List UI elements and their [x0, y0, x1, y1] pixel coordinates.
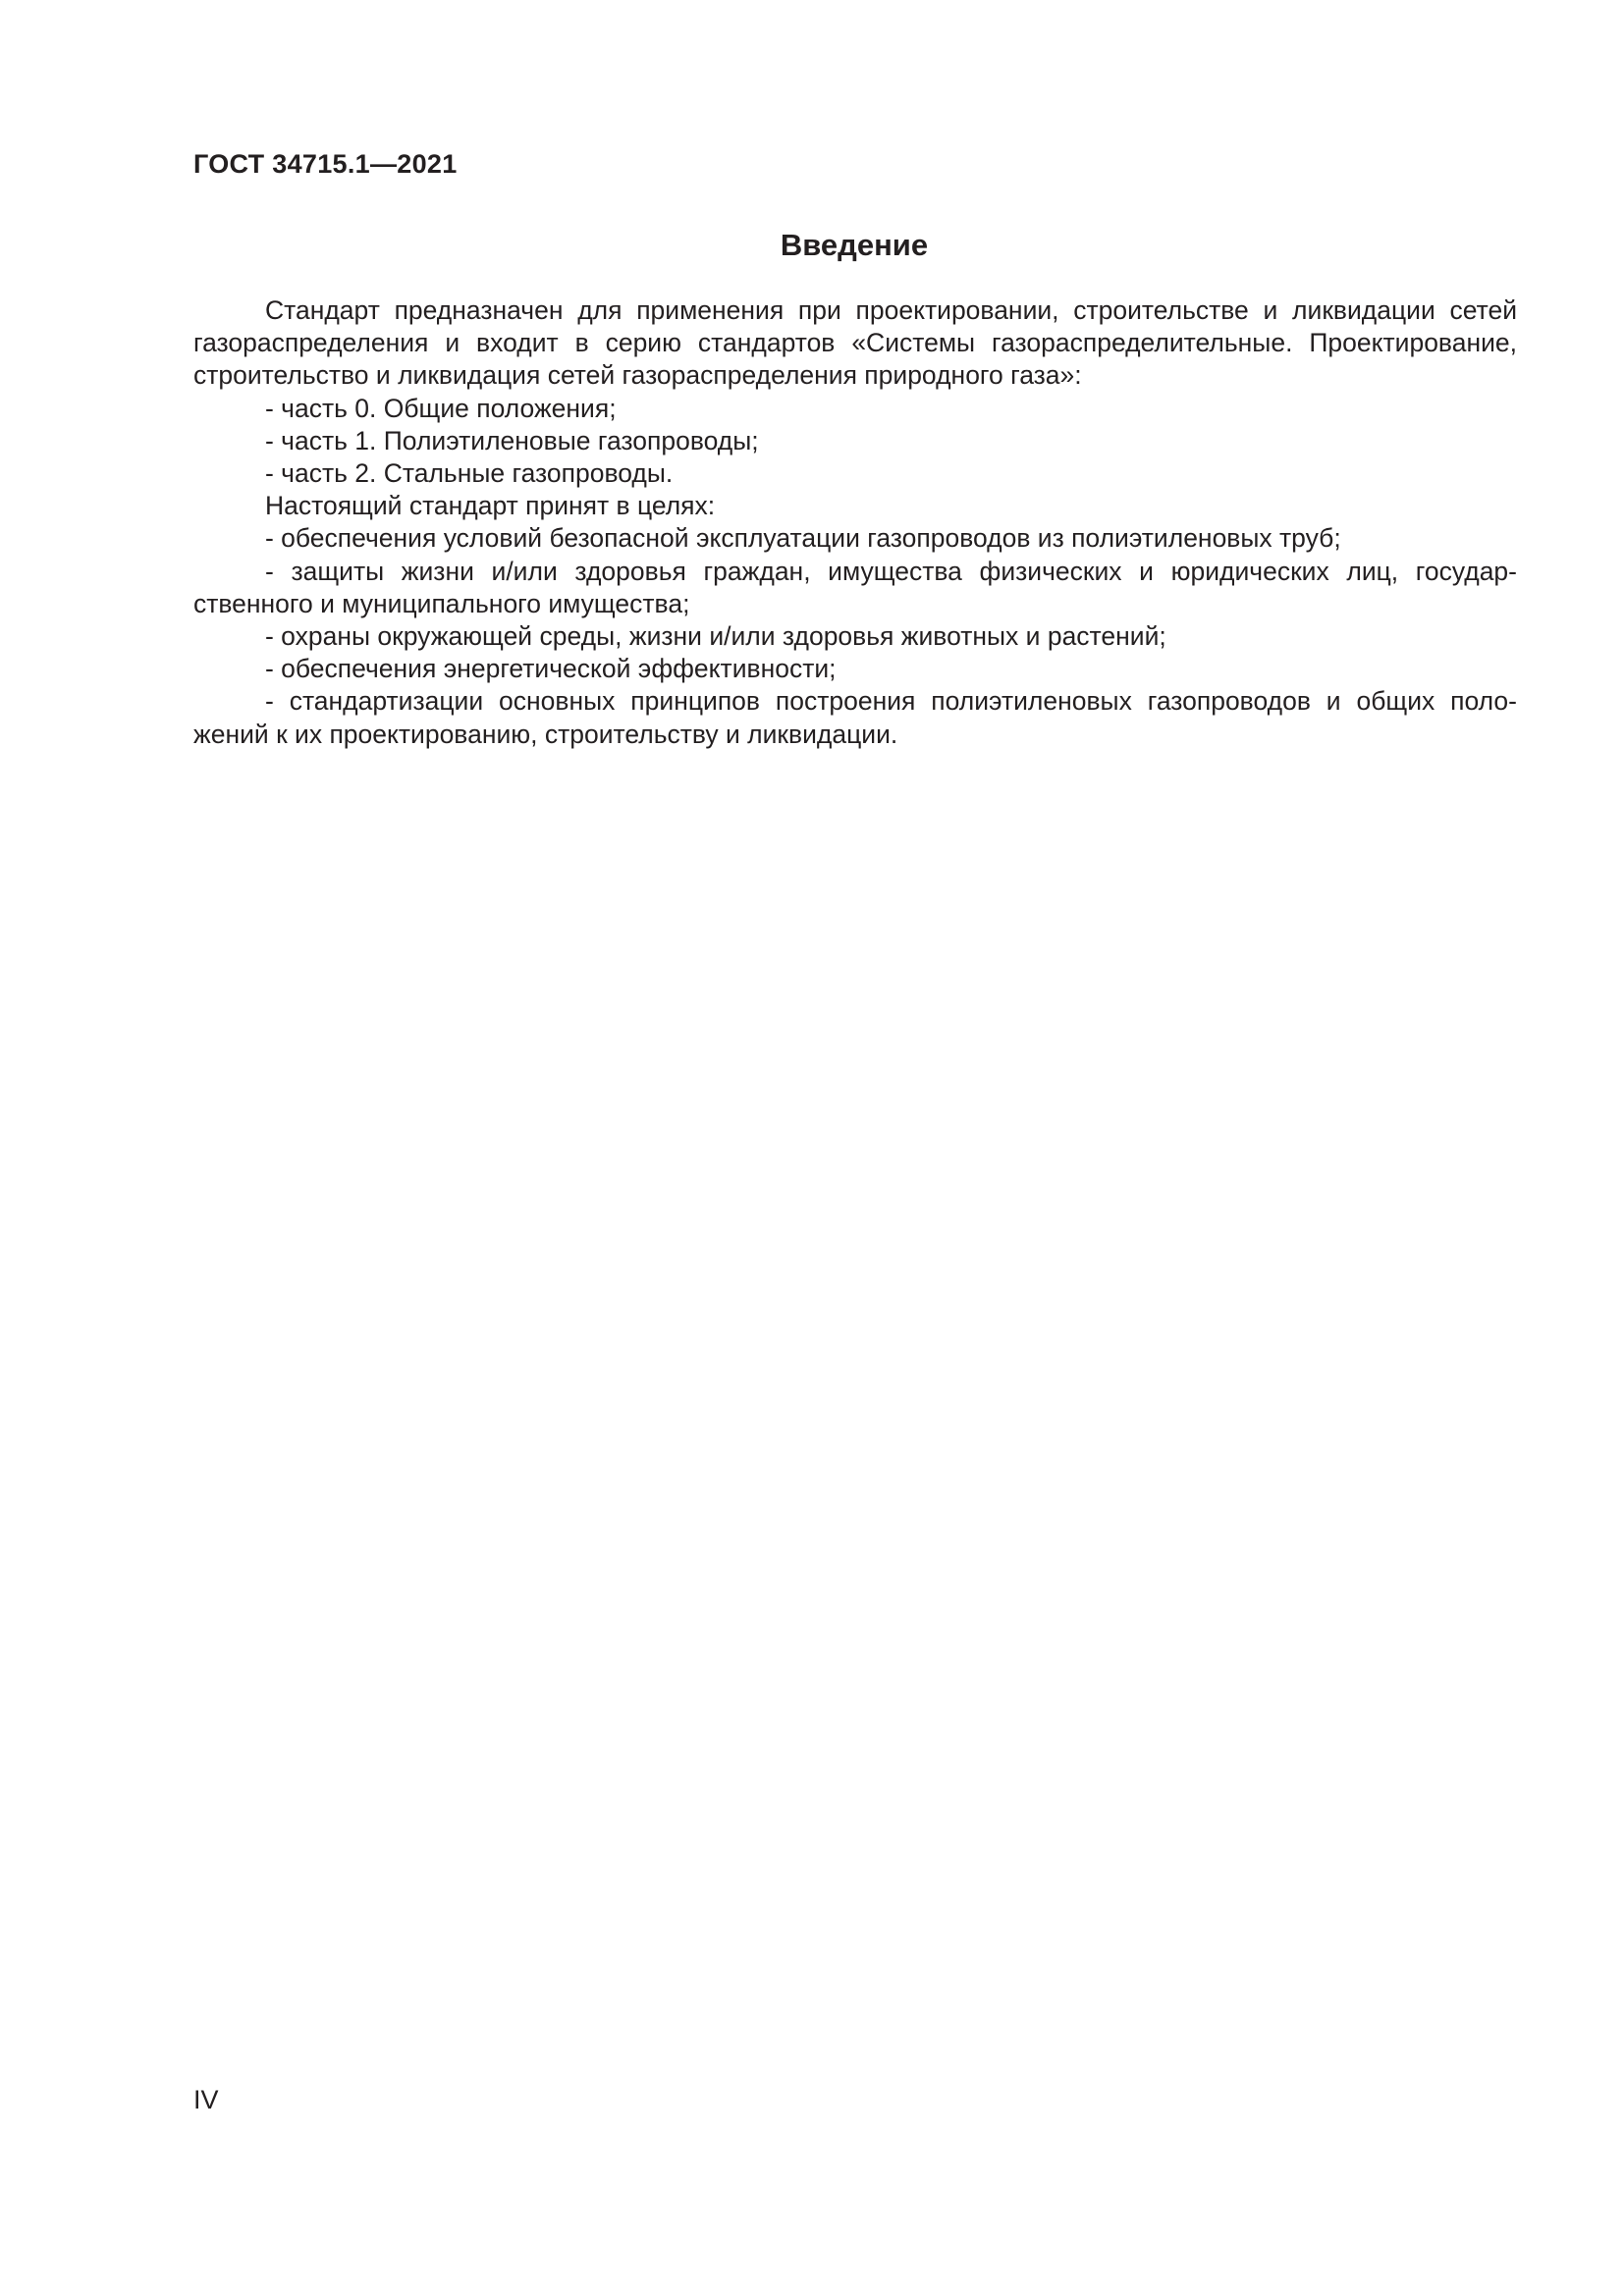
series-part-item: - часть 1. Полиэтиленовые газопроводы; — [265, 425, 759, 455]
intro-line-3: строительство и ликвидация сетей газораспределения природного газа»: — [193, 360, 1082, 391]
section-body — [193, 294, 1517, 751]
intro-paragraph — [193, 294, 1517, 393]
section-title: Введение — [780, 228, 929, 262]
series-part-item: - часть 0. Общие положения; — [265, 393, 617, 423]
purpose-item-line: ственного и муниципального имущества; — [193, 588, 690, 618]
purpose-item-line: - защиты жизни и/или здоровья граждан, имущества физических и юридических лиц, государ- — [265, 556, 1517, 586]
purpose-item-line: жений к их проектированию, строительству и ликвидации. — [193, 719, 898, 749]
purpose-lead: Настоящий стандарт принят в целях: — [265, 491, 716, 521]
purpose-item — [193, 685, 1517, 750]
series-part-item: - часть 2. Стальные газопроводы. — [265, 458, 674, 489]
purpose-item: - охраны окружающей среды, жизни и/или здоровья животных и растений; — [265, 621, 1166, 652]
intro-line-1: Стандарт предназначен для применения при проектировании, строительстве и ликвидации сетей — [265, 295, 1517, 325]
document-code-header: ГОСТ 34715.1—2021 — [193, 149, 458, 179]
purpose-item: - обеспечения энергетической эффективности; — [265, 654, 837, 684]
page-number: IV — [193, 2085, 219, 2114]
purpose-item-line: - стандартизации основных принципов построения полиэтиленовых газопроводов и общих поло- — [265, 686, 1517, 717]
purpose-item: - обеспечения условий безопасной эксплуатации газопроводов из полиэтиленовых труб; — [265, 523, 1341, 554]
purpose-item — [193, 556, 1517, 620]
intro-line-2: газораспределения и входит в серию стандартов «Системы газораспределительные. Проектирование, — [193, 328, 1517, 358]
